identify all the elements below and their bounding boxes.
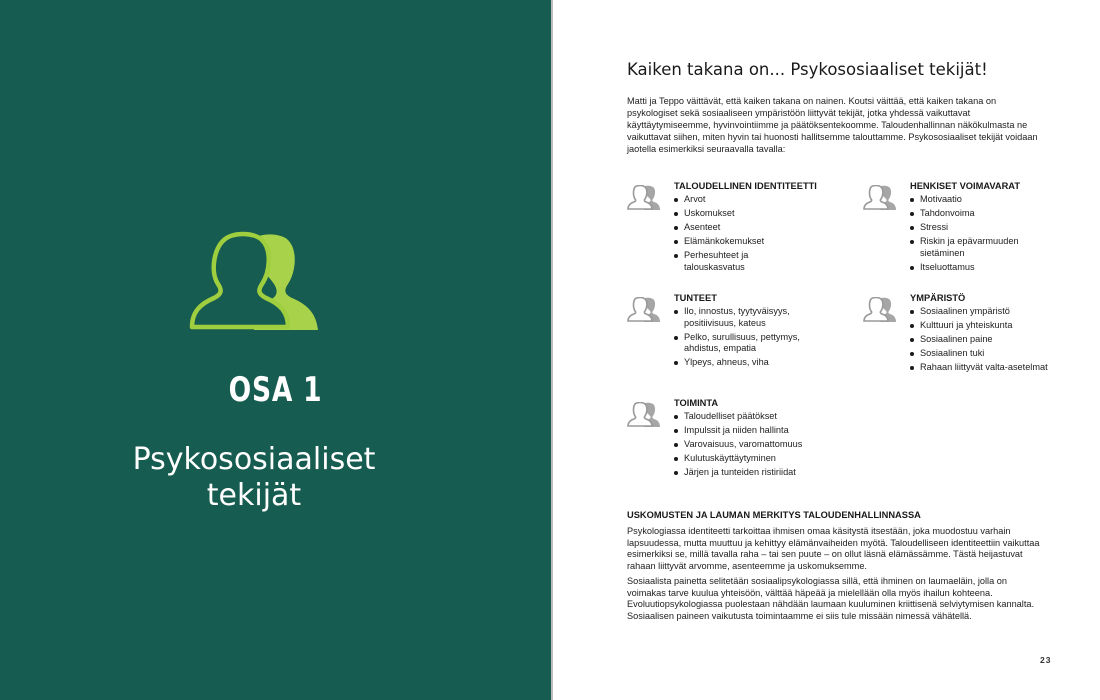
list-item: Riskin ja epävarmuuden sietäminen	[910, 236, 1030, 259]
body-paragraph-2: Sosiaalista painetta selitetään sosiaalipsykologiassa sillä, että ihminen on laumaeläin, jolla on voimakas tarve kuulua yhteisöön, välttää häpeää ja mielellään olla myös ihailun kohteena. Evoluutiopsykologiassa puolestaan nähdään laumaan kuuluminen kriittisenä selviytymisen kannalta. Sosiaalisen paineen vaikutusta toimintaamme ei siis tule missään nimessä vähätellä.	[627, 576, 1035, 621]
chapter-title-line1: Psykososiaaliset	[132, 442, 376, 477]
part-label: OSA 1	[228, 370, 323, 410]
list-item: Varovaisuus, varomattomuus	[674, 439, 854, 451]
list-item: Tahdonvoima	[910, 208, 1030, 220]
category-title: YMPÄRISTÖ	[910, 293, 966, 303]
page-number: 23	[1040, 655, 1052, 665]
list-item: Pelko, surullisuus, pettymys, ahdistus, empatia	[674, 332, 814, 355]
list-item: Uskomukset	[674, 208, 764, 220]
person-icon	[863, 185, 897, 211]
category-title: TALOUDELLINEN IDENTITEETTI	[674, 181, 817, 191]
list-item: Impulssit ja niiden hallinta	[674, 425, 854, 437]
intro-paragraph: Matti ja Teppo väittävät, että kaiken takana on nainen. Koutsi väittää, että kaiken takana on psykologiset sekä sosiaaliseen ympäristöön liittyvät tekijät, jotka yhdessä vaikuttavat käyttäytymiseemme, hyvinvointiimme ja päätöksentekoomme. Taloudenhallinnan näkökulmasta ne vaikuttavat siihen, miten hyvin tai huonosti hallitsemme talouttamme. Psykososiaaliset tekijät voidaan jaotella esimerkiksi seuraavalla tavalla:	[627, 96, 1038, 154]
chapter-title	[0, 442, 508, 514]
person-icon	[627, 185, 661, 211]
category-list	[910, 306, 1070, 376]
list-item: Perhesuhteet ja talouskasvatus	[674, 250, 764, 273]
list-item: Elämänkokemukset	[674, 236, 764, 248]
list-item: Sosiaalinen paine	[910, 334, 1070, 346]
list-item: Ylpeys, ahneus, viha	[674, 357, 814, 369]
list-item: Järjen ja tunteiden ristiriidat	[674, 467, 854, 479]
person-icon	[627, 402, 661, 428]
list-item: Kulutuskäyttäytyminen	[674, 453, 854, 465]
list-item: Arvot	[674, 194, 764, 206]
list-item: Motivaatio	[910, 194, 1030, 206]
page-divider	[551, 0, 553, 700]
chapter-title-line2: tekijät	[206, 478, 302, 513]
category-list	[674, 194, 764, 276]
list-item: Taloudelliset päätökset	[674, 411, 854, 423]
list-item: Itseluottamus	[910, 262, 1030, 274]
list-item: Sosiaalinen ympäristö	[910, 306, 1070, 318]
person-icon	[863, 297, 897, 323]
list-item: Sosiaalinen tuki	[910, 348, 1070, 360]
category-title: TUNTEET	[674, 293, 717, 303]
list-item: Rahaan liittyvät valta-asetelmat	[910, 362, 1070, 374]
section-heading: USKOMUSTEN JA LAUMAN MERKITYS TALOUDENHALLINNASSA	[627, 510, 921, 520]
category-list	[674, 306, 814, 371]
category-list	[910, 194, 1030, 276]
list-item: Kulttuuri ja yhteiskunta	[910, 320, 1070, 332]
list-item: Asenteet	[674, 222, 764, 234]
category-title: TOIMINTA	[674, 398, 719, 408]
people-icon	[188, 230, 322, 332]
person-icon	[627, 297, 661, 323]
category-title: HENKISET VOIMAVARAT	[910, 181, 1021, 191]
body-paragraph-1: Psykologiassa identiteetti tarkoittaa ihmisen omaa käsitystä itsestään, joka muodostuu varhain lapsuudessa, mutta muuttuu ja kehittyy elämänvaiheiden myötä. Taloudelliseen identiteettiin vaikuttaa esimerkiksi se, millä tavalla raha – tai sen puute – on ollut läsnä elämässämme. Tästä heijastuvat rahaan liittyvät arvomme, asenteemme ja uskomuksemme.	[627, 526, 1040, 571]
list-item: Stressi	[910, 222, 1030, 234]
list-item: Ilo, innostus, tyytyväisyys, positiivisuus, kateus	[674, 306, 814, 329]
category-list	[674, 411, 854, 481]
page-title: Kaiken takana on... Psykososiaaliset tekijät!	[627, 60, 988, 79]
